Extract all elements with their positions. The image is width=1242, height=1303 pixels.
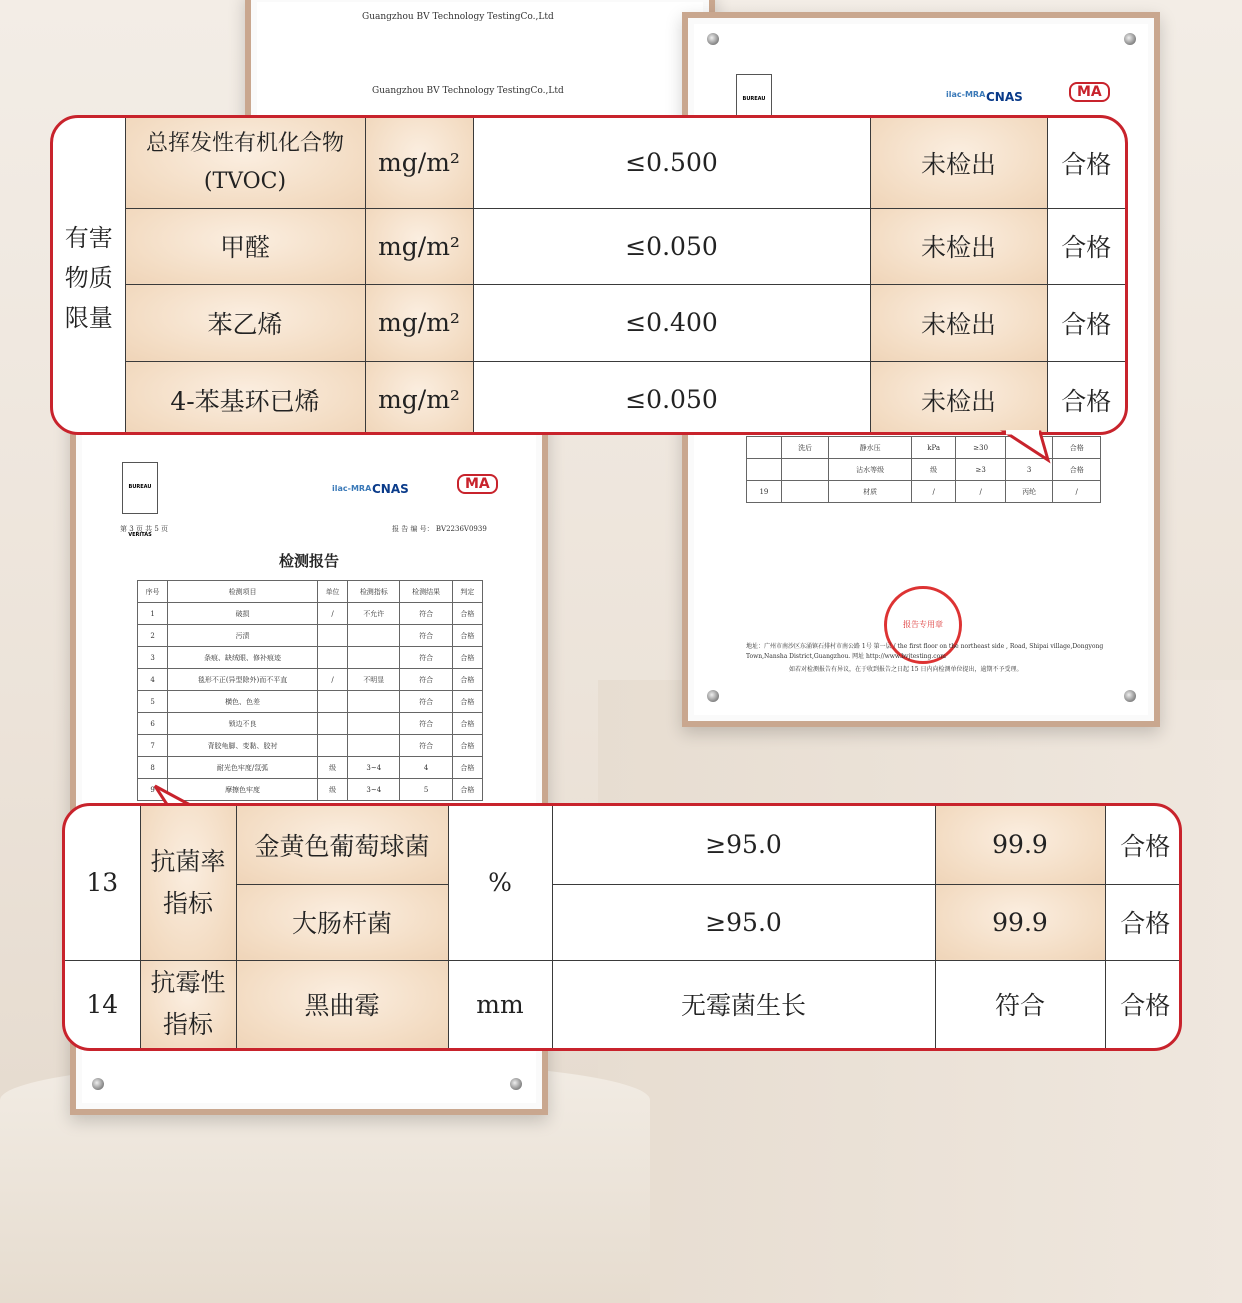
unit-cell: mg/m² <box>365 118 473 208</box>
table-row: 2 污渍 符合 合格 <box>138 625 483 647</box>
item-cell: 苯乙烯 <box>125 284 365 361</box>
top-certificate-frame <box>245 0 715 130</box>
limit-cell: ≥95.0 <box>552 884 935 960</box>
verdict-cell: 合格 <box>1047 208 1125 284</box>
result-cell: 未检出 <box>870 361 1047 435</box>
limit-cell: ≤0.050 <box>473 208 870 284</box>
table-row: 7 背胶龟脚、变黏、胶衬 符合 合格 <box>138 735 483 757</box>
item-cell: 金黄色葡萄球菌 <box>236 806 448 884</box>
table-row: 5 横色、色差 符合 合格 <box>138 691 483 713</box>
group-cell: 抗菌率指标 <box>140 806 236 960</box>
antibacterial-callout <box>62 803 1182 1051</box>
ilac-logo: ilac-MRA <box>332 484 372 493</box>
report-title: 检测报告 <box>278 552 339 570</box>
category-cell: 有害物质限量 <box>53 118 125 435</box>
limit-cell: ≤0.050 <box>473 361 870 435</box>
table-row: 3 条痕、缺绒眼、修补痕迹 符合 合格 <box>138 647 483 669</box>
ilac-logo: ilac-MRA <box>946 90 986 99</box>
bureau-veritas-logo: BUREAU <box>736 74 772 126</box>
table-row <box>53 208 1125 284</box>
left-doc-table <box>137 580 483 801</box>
screw-icon <box>1124 690 1136 702</box>
table-row: 8 耐光色牢度/氙弧 级 3~4 4 合格 <box>138 757 483 779</box>
harmful-substances-table <box>53 118 1125 435</box>
verdict-cell: 合格 <box>1047 284 1125 361</box>
verdict-cell: 合格 <box>1105 884 1182 960</box>
unit-cell: mg/m² <box>365 284 473 361</box>
verdict-cell: 合格 <box>1105 960 1182 1048</box>
result-cell: 99.9 <box>935 884 1105 960</box>
address-text: 地址：广州市南沙区东涌镇石排村市南公路 1号 第一层 / the first floor on the northeast side , Road, Shipai village,Dongyong Town,Nansha District,Guangzhou. 网址 http://www.bvjtesting.com <box>746 643 1104 660</box>
screw-icon <box>92 1078 104 1090</box>
table-row: 1 破损 / 不允许 符合 合格 <box>138 603 483 625</box>
item-cell: 黑曲霉 <box>236 960 448 1048</box>
result-cell: 未检出 <box>870 284 1047 361</box>
report-number: 报 告 编 号： BV2236V0939 <box>392 525 487 533</box>
limit-cell: ≤0.500 <box>473 118 870 208</box>
table-header: 序号 检测项目 单位 检测指标 检测结果 判定 <box>138 581 483 603</box>
unit-cell: % <box>448 806 552 960</box>
cnas-logo: CNAS <box>372 482 409 496</box>
table-row: 9 摩擦色牢度 级 3~4 5 合格 <box>138 779 483 801</box>
result-cell: 未检出 <box>870 208 1047 284</box>
screw-icon <box>707 33 719 45</box>
verdict-cell: 合格 <box>1105 806 1182 884</box>
verdict-cell: 合格 <box>1047 361 1125 435</box>
unit-cell: mg/m² <box>365 361 473 435</box>
verdict-cell: 合格 <box>1047 118 1125 208</box>
page-info: 第 3 页 共 5 页 <box>120 525 169 533</box>
table-row <box>53 361 1125 435</box>
antibacterial-table <box>65 806 1182 1048</box>
ma-logo: MA <box>1069 82 1110 102</box>
result-cell: 99.9 <box>935 806 1105 884</box>
ma-logo: MA <box>457 474 498 494</box>
item-cell: 大肠杆菌 <box>236 884 448 960</box>
limit-cell: 无霉菌生长 <box>552 960 935 1048</box>
group-cell: 抗霉性指标 <box>140 960 236 1048</box>
table-row <box>53 118 1125 208</box>
table-row <box>53 284 1125 361</box>
cnas-logo: CNAS <box>986 90 1023 104</box>
screw-icon <box>707 690 719 702</box>
bureau-veritas-logo: BUREAU VERITAS <box>122 462 158 514</box>
table-row: 4 毯形不正(异型除外)而不平直 / 不明显 符合 合格 <box>138 669 483 691</box>
limit-cell: ≤0.400 <box>473 284 870 361</box>
result-cell: 未检出 <box>870 118 1047 208</box>
unit-cell: mm <box>448 960 552 1048</box>
result-cell: 符合 <box>935 960 1105 1048</box>
table-row: 沾水等级 级 ≥3 3 合格 <box>747 459 1101 481</box>
limit-cell: ≥95.0 <box>552 806 935 884</box>
company-line-1: Guangzhou BV Technology TestingCo.,Ltd <box>362 12 554 22</box>
table-row <box>65 806 1182 884</box>
screw-icon <box>1124 33 1136 45</box>
item-cell: 甲醛 <box>125 208 365 284</box>
official-seal: 报告专用章 <box>884 586 962 664</box>
table-row <box>65 960 1182 1048</box>
unit-cell: mg/m² <box>365 208 473 284</box>
screw-icon <box>510 1078 522 1090</box>
number-cell: 13 <box>65 806 140 960</box>
item-cell: 4-苯基环已烯 <box>125 361 365 435</box>
number-cell: 14 <box>65 960 140 1048</box>
item-cell: 总挥发性有机化合物(TVOC) <box>125 118 365 208</box>
table-row: 6 锁边不良 符合 合格 <box>138 713 483 735</box>
table-row: 洗后 静水压 kPa ≥30 合格 <box>747 437 1101 459</box>
notice-text: 如若对检测报告有异议，在于收到报告之日起 15 日内向检测单位提出，逾期不予受理。 <box>789 666 1023 673</box>
company-line-2: Guangzhou BV Technology TestingCo.,Ltd <box>372 86 564 96</box>
callout-pointer-top <box>1000 430 1060 464</box>
table-row: 19 材质 / / 丙纶 / <box>747 481 1101 503</box>
harmful-substances-callout <box>50 115 1128 435</box>
